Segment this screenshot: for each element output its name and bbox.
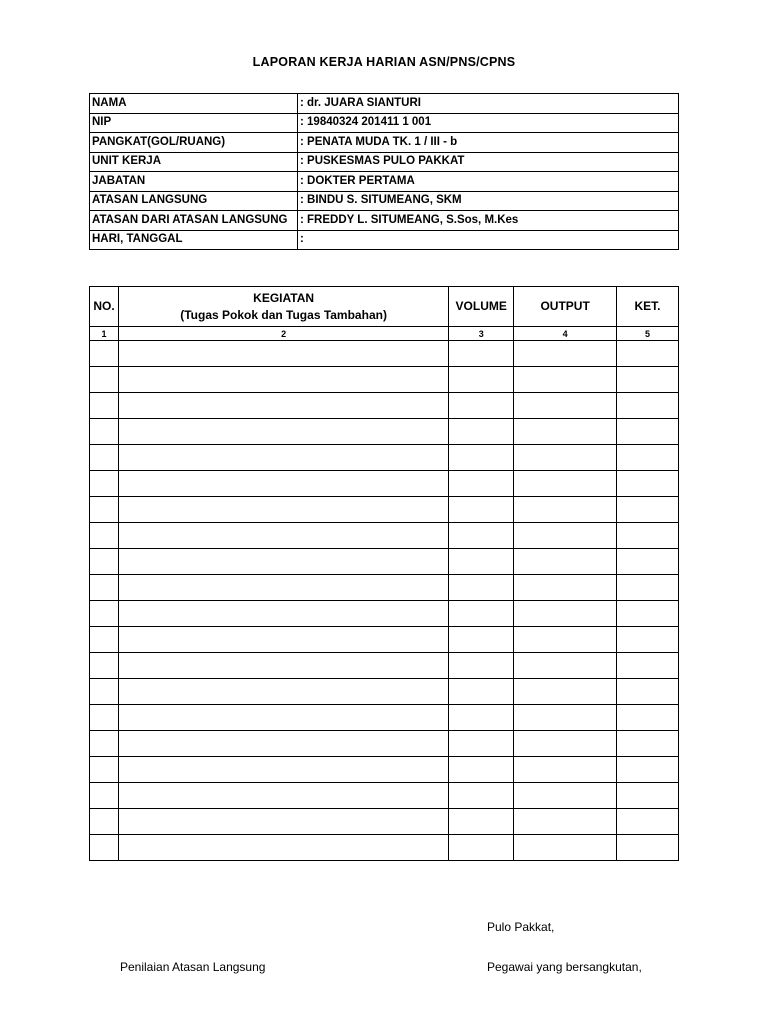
cell-volume[interactable] [449,393,514,419]
header-kegiatan-line2: (Tugas Pokok dan Tugas Tambahan) [180,307,387,322]
table-row [90,367,679,393]
table-row [90,835,679,861]
cell-volume[interactable] [449,341,514,367]
cell-no[interactable] [90,549,119,575]
cell-no[interactable] [90,419,119,445]
table-row [90,653,679,679]
cell-ket[interactable] [617,341,679,367]
employee-info-table [89,93,679,250]
cell-kegiatan[interactable] [118,497,448,523]
cell-kegiatan[interactable] [118,757,448,783]
info-row [90,211,679,231]
cell-output[interactable] [514,471,617,497]
cell-no[interactable] [90,445,119,471]
cell-output[interactable] [514,835,617,861]
info-row [90,191,679,211]
cell-volume[interactable] [449,549,514,575]
header-volume: VOLUME [449,287,514,327]
header-kegiatan [118,287,448,327]
info-value: : 19840324 201411 1 001 [298,113,679,133]
cell-kegiatan[interactable] [118,601,448,627]
table-row [90,575,679,601]
activity-table [89,286,679,861]
cell-ket[interactable] [617,393,679,419]
cell-volume[interactable] [449,757,514,783]
cell-kegiatan[interactable] [118,809,448,835]
cell-volume[interactable] [449,367,514,393]
cell-no[interactable] [90,783,119,809]
cell-kegiatan[interactable] [118,575,448,601]
table-row [90,445,679,471]
info-label: PANGKAT(GOL/RUANG) [90,133,298,153]
cell-no[interactable] [90,601,119,627]
info-row [90,113,679,133]
cell-output[interactable] [514,419,617,445]
info-label: ATASAN LANGSUNG [90,191,298,211]
cell-kegiatan[interactable] [118,783,448,809]
info-label: ATASAN DARI ATASAN LANGSUNG [90,211,298,231]
cell-ket[interactable] [617,419,679,445]
cell-no[interactable] [90,809,119,835]
cell-volume[interactable] [449,705,514,731]
cell-ket[interactable] [617,809,679,835]
table-row [90,679,679,705]
table-row [90,419,679,445]
cell-output[interactable] [514,523,617,549]
table-row [90,731,679,757]
footer-employee-label: Pegawai yang bersangkutan, [487,960,642,974]
cell-no[interactable] [90,653,119,679]
cell-no[interactable] [90,575,119,601]
cell-volume[interactable] [449,627,514,653]
cell-volume[interactable] [449,653,514,679]
cell-no[interactable] [90,341,119,367]
info-value: : dr. JUARA SIANTURI [298,94,679,114]
cell-output[interactable] [514,705,617,731]
info-label: JABATAN [90,172,298,192]
page-title: LAPORAN KERJA HARIAN ASN/PNS/CPNS [252,55,516,69]
cell-kegiatan[interactable] [118,393,448,419]
info-label: NIP [90,113,298,133]
header-kegiatan-line1: KEGIATAN [253,290,315,305]
cell-no[interactable] [90,835,119,861]
cell-ket[interactable] [617,783,679,809]
info-row [90,172,679,192]
cell-output[interactable] [514,627,617,653]
cell-kegiatan[interactable] [118,367,448,393]
table-row [90,549,679,575]
cell-kegiatan[interactable] [118,731,448,757]
cell-kegiatan[interactable] [118,341,448,367]
info-row [90,230,679,250]
cell-kegiatan[interactable] [118,627,448,653]
info-value: : PUSKESMAS PULO PAKKAT [298,152,679,172]
table-row [90,471,679,497]
cell-ket[interactable] [617,627,679,653]
info-row [90,133,679,153]
info-value: : DOKTER PERTAMA [298,172,679,192]
cell-ket[interactable] [617,367,679,393]
header-ket: KET. [617,287,679,327]
cell-no[interactable] [90,523,119,549]
cell-kegiatan[interactable] [118,523,448,549]
footer-supervisor-label: Penilaian Atasan Langsung [120,960,266,974]
cell-kegiatan[interactable] [118,705,448,731]
cell-volume[interactable] [449,419,514,445]
cell-ket[interactable] [617,471,679,497]
info-row [90,94,679,114]
cell-kegiatan[interactable] [118,445,448,471]
footer-place: Pulo Pakkat, [487,920,555,934]
cell-volume[interactable] [449,601,514,627]
cell-ket[interactable] [617,679,679,705]
cell-output[interactable] [514,393,617,419]
table-row [90,783,679,809]
cell-volume[interactable] [449,445,514,471]
table-row [90,809,679,835]
info-row [90,152,679,172]
cell-volume[interactable] [449,523,514,549]
cell-volume[interactable] [449,731,514,757]
info-label: HARI, TANGGAL [90,230,298,250]
cell-no[interactable] [90,497,119,523]
table-row [90,497,679,523]
cell-no[interactable] [90,679,119,705]
table-row [90,341,679,367]
cell-ket[interactable] [617,731,679,757]
column-number: 3 [449,327,514,341]
table-row [90,601,679,627]
cell-kegiatan[interactable] [118,419,448,445]
cell-volume[interactable] [449,575,514,601]
cell-output[interactable] [514,679,617,705]
cell-volume[interactable] [449,497,514,523]
cell-ket[interactable] [617,601,679,627]
cell-output[interactable] [514,367,617,393]
cell-no[interactable] [90,393,119,419]
info-value: : [298,230,679,250]
table-row [90,705,679,731]
info-value: : BINDU S. SITUMEANG, SKM [298,191,679,211]
column-number: 4 [514,327,617,341]
info-label: UNIT KERJA [90,152,298,172]
table-row [90,627,679,653]
table-row [90,757,679,783]
cell-output[interactable] [514,341,617,367]
cell-no[interactable] [90,731,119,757]
column-number-row [90,327,679,341]
cell-ket[interactable] [617,549,679,575]
cell-ket[interactable] [617,835,679,861]
cell-ket[interactable] [617,575,679,601]
cell-ket[interactable] [617,705,679,731]
info-value: : FREDDY L. SITUMEANG, S.Sos, M.Kes [298,211,679,231]
table-row [90,523,679,549]
cell-volume[interactable] [449,809,514,835]
cell-output[interactable] [514,653,617,679]
column-number: 5 [617,327,679,341]
cell-output[interactable] [514,783,617,809]
cell-volume[interactable] [449,783,514,809]
cell-no[interactable] [90,627,119,653]
activity-header-row [90,287,679,327]
cell-ket[interactable] [617,757,679,783]
cell-no[interactable] [90,367,119,393]
cell-no[interactable] [90,757,119,783]
table-row [90,393,679,419]
cell-volume[interactable] [449,835,514,861]
header-no: NO. [90,287,119,327]
cell-output[interactable] [514,601,617,627]
cell-volume[interactable] [449,679,514,705]
cell-output[interactable] [514,549,617,575]
cell-ket[interactable] [617,497,679,523]
cell-no[interactable] [90,705,119,731]
header-output: OUTPUT [514,287,617,327]
cell-output[interactable] [514,445,617,471]
cell-output[interactable] [514,809,617,835]
cell-ket[interactable] [617,653,679,679]
info-label: NAMA [90,94,298,114]
cell-output[interactable] [514,757,617,783]
cell-kegiatan[interactable] [118,653,448,679]
column-number: 1 [90,327,119,341]
cell-kegiatan[interactable] [118,549,448,575]
cell-no[interactable] [90,471,119,497]
cell-ket[interactable] [617,523,679,549]
cell-output[interactable] [514,731,617,757]
cell-volume[interactable] [449,471,514,497]
cell-kegiatan[interactable] [118,835,448,861]
column-number: 2 [118,327,448,341]
cell-output[interactable] [514,575,617,601]
cell-kegiatan[interactable] [118,471,448,497]
cell-ket[interactable] [617,445,679,471]
info-value: : PENATA MUDA TK. 1 / III - b [298,133,679,153]
cell-output[interactable] [514,497,617,523]
cell-kegiatan[interactable] [118,679,448,705]
